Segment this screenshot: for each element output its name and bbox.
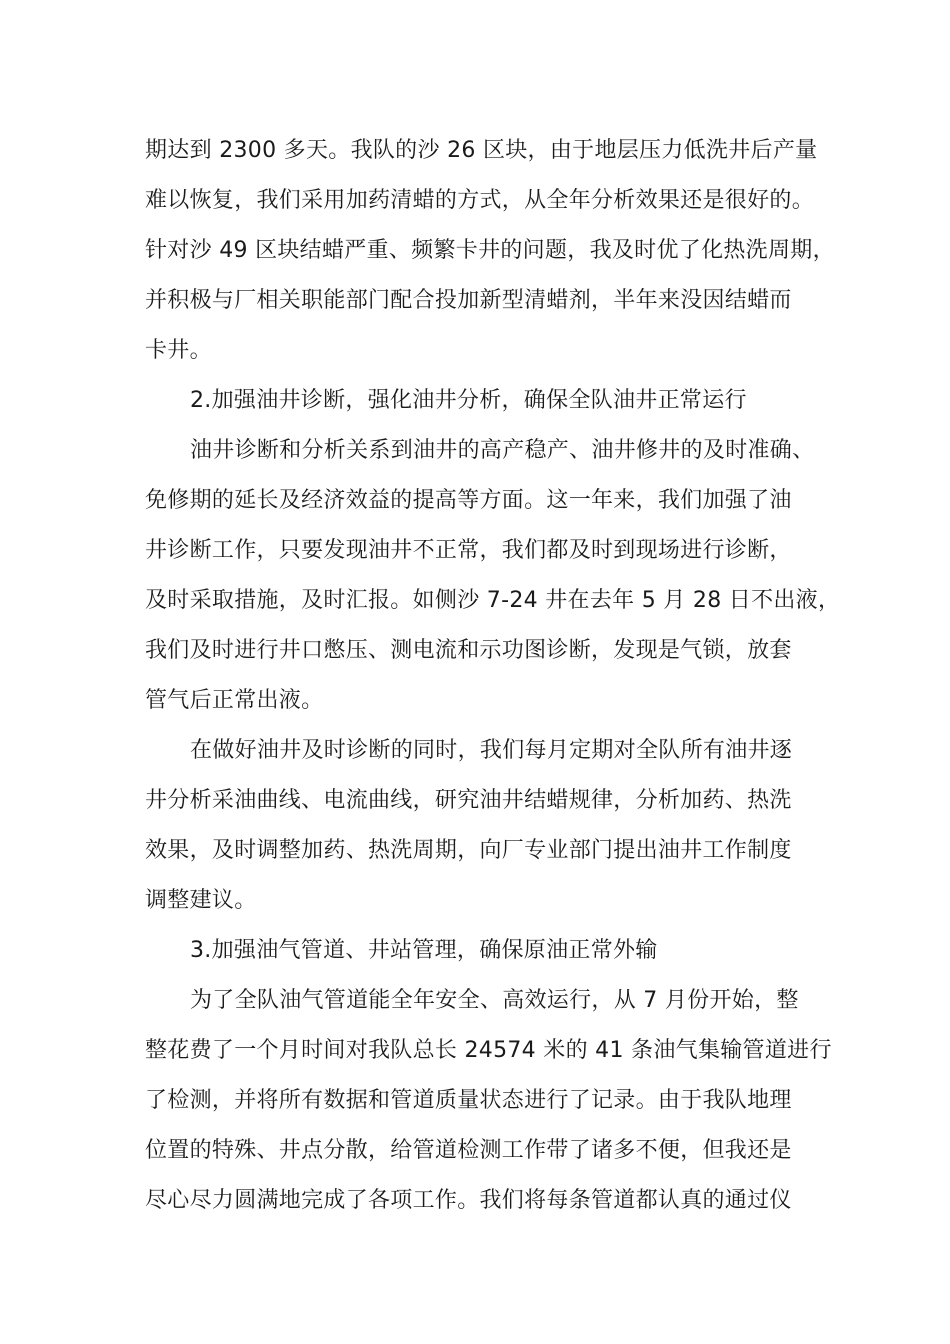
paragraph-line: 位置的特殊、井点分散，给管道检测工作带了诸多不便，但我还是 (145, 1138, 792, 1163)
paragraph-line: 我们及时进行井口憋压、测电流和示功图诊断，发现是气锁，放套 (145, 638, 792, 663)
paragraph-line: 了检测，并将所有数据和管道质量状态进行了记录。由于我队地理 (145, 1088, 792, 1113)
paragraph-line: 油井诊断和分析关系到油井的高产稳产、油井修井的及时准确、 (190, 438, 815, 463)
paragraph-line: 尽心尽力圆满地完成了各项工作。我们将每条管道都认真的通过仪 (145, 1188, 792, 1213)
paragraph-line: 整花费了一个月时间对我队总长 24574 米的 41 条油气集输管道进行 (145, 1038, 832, 1063)
paragraph-line: 并积极与厂相关职能部门配合投加新型清蜡剂，半年来没因结蜡而 (145, 288, 792, 313)
paragraph-line: 卡井。 (145, 338, 212, 363)
paragraph-line: 期达到 2300 多天。我队的沙 26 区块，由于地层压力低洗井后产量 (145, 138, 818, 163)
paragraph-line: 井诊断工作，只要发现油井不正常，我们都及时到现场进行诊断， (145, 538, 792, 563)
section-heading: 3.加强油气管道、井站管理，确保原油正常外输 (190, 938, 658, 963)
paragraph-line: 在做好油井及时诊断的同时，我们每月定期对全队所有油井逐 (190, 738, 793, 763)
paragraph-line: 效果，及时调整加药、热洗周期，向厂专业部门提出油井工作制度 (145, 838, 792, 863)
paragraph-line: 及时采取措施，及时汇报。如侧沙 7-24 井在去年 5 月 28 日不出液， (145, 588, 841, 613)
paragraph-line: 难以恢复，我们采用加药清蜡的方式，从全年分析效果还是很好的。 (145, 188, 815, 213)
section-heading: 2.加强油井诊断，强化油井分析，确保全队油井正常运行 (190, 388, 747, 413)
paragraph-line: 井分析采油曲线、电流曲线，研究油井结蜡规律，分析加药、热洗 (145, 788, 792, 813)
paragraph-line: 调整建议。 (145, 888, 257, 913)
paragraph-line: 管气后正常出液。 (145, 688, 324, 713)
paragraph-line: 免修期的延长及经济效益的提高等方面。这一年来，我们加强了油 (145, 488, 792, 513)
paragraph-line: 针对沙 49 区块结蜡严重、频繁卡井的问题，我及时优了化热洗周期， (145, 238, 835, 263)
paragraph-line: 为了全队油气管道能全年安全、高效运行，从 7 月份开始，整 (190, 988, 799, 1013)
